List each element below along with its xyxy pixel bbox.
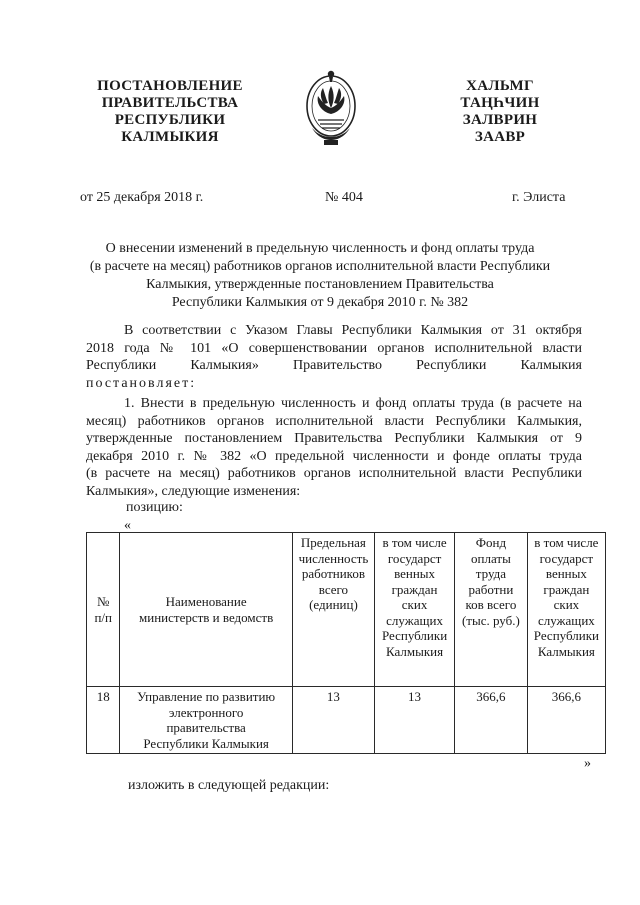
- row-staff: 13: [292, 687, 374, 754]
- document-date: от 25 декабря 2018 г.: [80, 190, 204, 205]
- header-text: венных: [394, 566, 436, 581]
- document-title: [60, 240, 580, 312]
- header-text: государст: [539, 550, 594, 566]
- col-header-fund-civil: [527, 533, 605, 687]
- title-line: О внесении изменений в предельную численность и фонд оплаты труда: [105, 241, 535, 256]
- header-text: служащих: [537, 612, 595, 628]
- item-1-line: 1. Внести в предельную численность и фонд оплаты труда (в расчете на: [124, 396, 582, 411]
- quote-open: «: [124, 518, 131, 533]
- header-text: (единиц): [309, 597, 358, 612]
- header-text: государст: [387, 550, 442, 566]
- edit-instruction: изложить в следующей редакции:: [128, 778, 330, 793]
- item-1-line: декабря 2010 г. № 382 «О предельной численности и фонде оплаты труда: [86, 448, 582, 464]
- position-label: позицию:: [126, 500, 183, 515]
- document-meta-row: [0, 190, 640, 210]
- col-header-name: [120, 533, 292, 687]
- header-text: Наименование: [165, 594, 247, 609]
- header-text: венных: [545, 566, 587, 581]
- table-header-row: [87, 533, 606, 687]
- header-right-line: ТАҢҺЧИН: [460, 95, 540, 111]
- header-text: всего: [318, 581, 349, 597]
- header-text: граждан: [543, 581, 590, 597]
- header-text: Фонд: [475, 535, 507, 550]
- preamble-line: В соответствии с Указом Главы Республики Калмыкия от 31 октября: [124, 323, 582, 338]
- title-line: (в расчете на месяц) работников органов исполнительной власти Республики: [89, 259, 551, 274]
- row-fund-civil: 366,6: [527, 687, 605, 754]
- header-text: в том числе: [534, 535, 599, 550]
- kalmykia-coat-of-arms-icon: [302, 68, 360, 148]
- row-name-line: правительства: [166, 720, 246, 735]
- header-text: Предельная: [300, 535, 366, 550]
- header-left-russian: [70, 78, 270, 146]
- header-text: граждан: [391, 581, 438, 597]
- header-text: оплаты: [471, 550, 511, 566]
- header-text: труда: [475, 566, 507, 581]
- header-text: ских: [553, 597, 580, 612]
- preamble-line: 2018 года № 101 «О совершенствовании органов исполнительной власти: [86, 340, 582, 356]
- header-text: работников: [301, 566, 365, 581]
- header-text: №: [97, 594, 110, 609]
- item-1-line: утвержденные постановлением Правительства Республики Калмыкия от 9: [86, 431, 582, 446]
- item-1-line: (в расчете на месяц) работников органов исполнительной власти Республики: [86, 466, 582, 481]
- document-number: № 404: [325, 190, 363, 205]
- row-num: 18: [87, 687, 120, 754]
- header-text: ков всего: [465, 597, 517, 612]
- header-text: служащих: [386, 612, 443, 628]
- header-text: в том числе: [382, 535, 447, 550]
- header-text: (тыс. руб.): [461, 612, 520, 628]
- col-header-staff: [292, 533, 374, 687]
- title-line: Республики Калмыкия от 9 декабря 2010 г. № 382: [171, 295, 469, 310]
- header-left-line: КАЛМЫКИЯ: [121, 129, 219, 145]
- row-name: [120, 687, 292, 754]
- item-1-line: месяц) работников органов исполнительной власти Республики Калмыкия,: [86, 413, 582, 429]
- preamble-paragraph: [86, 322, 582, 392]
- header-right-kalmyk: [425, 78, 575, 146]
- header-text: министерств и ведомств: [139, 609, 274, 625]
- decree-keyword: постановляет:: [86, 375, 197, 391]
- row-fund: 366,6: [455, 687, 528, 754]
- header-right-line: ЗААВР: [474, 129, 526, 145]
- row-staff-civil: 13: [375, 687, 455, 754]
- header-text: Калмыкия: [537, 643, 595, 659]
- header-text: Калмыкия: [386, 643, 444, 659]
- item-1-paragraph: [86, 395, 582, 500]
- row-name-line: Управление по развитию: [137, 689, 276, 704]
- header-text: работни: [468, 581, 514, 597]
- staff-table: [86, 532, 606, 754]
- header-text: ских: [401, 597, 428, 612]
- row-name-line: Республики Калмыкия: [143, 735, 269, 751]
- item-1-line: Калмыкия», следующие изменения:: [86, 483, 301, 499]
- preamble-line: Республики Калмыкия» Правительство Республики Калмыкия: [86, 358, 582, 373]
- row-name-line: электронного: [168, 704, 244, 720]
- quote-close: »: [584, 756, 591, 771]
- header-right-line: ХАЛЬМГ: [466, 78, 534, 94]
- header-right-line: ЗАЛВРИН: [462, 112, 538, 128]
- col-header-fund: [455, 533, 528, 687]
- header-text: п/п: [94, 609, 112, 625]
- header-text: Республики: [381, 628, 448, 643]
- table-row: [87, 687, 606, 754]
- header-text: численность: [298, 550, 369, 566]
- header-left-line: ПРАВИТЕЛЬСТВА: [101, 95, 239, 111]
- title-line: Калмыкия, утвержденные постановлением Правительства: [146, 277, 494, 292]
- header-left-line: РЕСПУБЛИКИ: [114, 112, 226, 128]
- col-header-staff-civil: [375, 533, 455, 687]
- document-city: г. Элиста: [512, 190, 566, 205]
- header-left-line: ПОСТАНОВЛЕНИЕ: [97, 78, 243, 94]
- col-header-num: [87, 533, 120, 687]
- header-text: Республики: [533, 628, 599, 643]
